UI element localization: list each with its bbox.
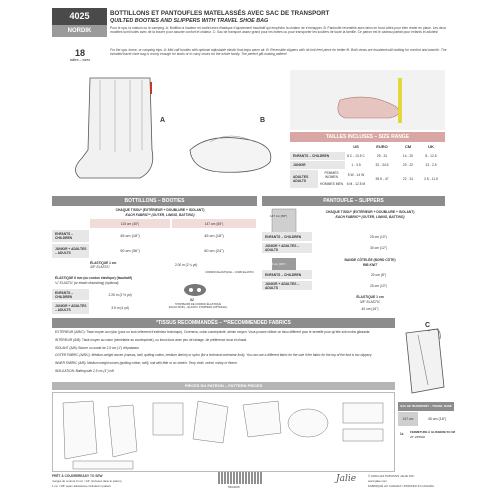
slippers-header: PANTOUFLE – SLIPPERS xyxy=(262,196,445,206)
rib-cell: 25 cm (10") xyxy=(370,283,387,288)
fabric-note: INTÉRIEUR (A/B): Tissé moyen au coton (semblable au courtepointe), ou tricot doux avec peu de lainage, de préférence doux et chaud. xyxy=(55,338,248,342)
stopper-icon xyxy=(180,283,210,297)
printed-in: FABRIQUÉ AU CANADA / PRINTED IN CANADA xyxy=(368,484,435,488)
size-range-header: TAILLES INCLUSES – SIZE RANGE xyxy=(290,132,445,142)
size-cell: 14 - 20 xyxy=(402,154,414,158)
elastic2-row-label: ENFANTS – CHILDREN xyxy=(52,289,89,300)
rib-en: RIB KNIT xyxy=(362,262,378,267)
slip-elastic-en: 3/8" ELASTIC xyxy=(359,299,381,304)
booties-width-1: 115 cm (45") xyxy=(90,219,170,228)
booties-cell: 90 cm (36") xyxy=(120,249,140,253)
size-cell: 13 - 2.5 xyxy=(425,163,437,167)
rib-cell: 20 cm (8") xyxy=(370,272,387,277)
booties-fabric-en: EACH FABRIC** (OUTER, LINING, BATTING) xyxy=(125,212,195,217)
jalie-logo: Jalie xyxy=(336,474,357,484)
view-c-label: C xyxy=(425,322,431,329)
seam-note-fr: marges de couture 6 mm / 1/4" (incluses dans le patron) xyxy=(52,479,122,483)
slippers-fabric-fr: CHAQUE TISSU* (EXTÉRIEUR + DOUBLURE + ISOLANT) xyxy=(325,209,415,214)
size-col-cm: CM xyxy=(404,144,412,149)
ready-en: READY TO SEW xyxy=(78,474,103,478)
slip-elastic-value: 40 cm (16") xyxy=(361,307,379,311)
zipper-en: 20" ZIPPER xyxy=(410,435,425,439)
fabric-note: INSULATION: Batting with 2.5 cm (1") loft xyxy=(55,369,114,373)
fabrics-header: *TISSUS RECOMMANDÉS – **RECOMMENDED FABRICS xyxy=(52,318,395,328)
size-cell: 2.5 - 11.5 xyxy=(424,177,438,181)
size-cell: 20 - 22 xyxy=(402,163,414,167)
slippers-cell: 30 cm (12") xyxy=(370,246,387,250)
size-cell: 1 - 3.5 xyxy=(351,163,361,167)
booties-cell: 45 cm (18") xyxy=(204,234,224,238)
pattern-pieces-icon xyxy=(53,393,396,473)
elastic1-fr: ÉLASTIQUE 1 cm xyxy=(90,261,117,265)
title-fr: BOTTILLONS ET PANTOUFLES MATELASSÉS AVEC SAC DE TRANSPORT xyxy=(110,10,330,17)
size-cell: 32 - 34.5 xyxy=(375,163,389,167)
rib-width: 76 cm (30") xyxy=(270,262,286,266)
size-col-euro: EURO xyxy=(376,144,388,149)
slip-elastic-fr: ÉLASTIQUE 1 cm xyxy=(356,294,384,299)
elastic2-cell: 3.5 m (4 yd) xyxy=(111,306,129,310)
barcode xyxy=(218,472,263,484)
size-cell: 8 - 12.5 xyxy=(425,154,437,158)
booties-fabric-fr: CHAQUE TISSU* (EXTÉRIEUR + DOUBLURE + ISOLANT) xyxy=(115,207,205,212)
pattern-code: 4025 xyxy=(52,8,107,25)
booties-header: BOTTILLONS – BOOTIES xyxy=(52,196,257,206)
stopper-label: STOPPEURS DE CORDON ÉLASTIQUE (FACULTATIF) – ELASTIC STOPPERS (OPTIONAL) xyxy=(168,303,228,309)
booties-cell: 45 cm (18") xyxy=(120,234,140,238)
size-col-uk: UK xyxy=(428,144,434,149)
elastic2-fr: ÉLASTIQUE 6 mm (ou cordon élastique) (facultatif) xyxy=(55,276,133,280)
intro-fr: Pour le spa, la maison ou le camping. A: Bottillon à hauteur mi-mollet avec élastique d'ajustement facultatif qui empêche la chaleur de s'échapper. B: Pantoufle réversible avec talon en bord côtes pour bien rester en place. Les deux modèles sont isolés avec de la bourre pour assurer confort et chaleur. C: Sac de transport assez grand pour les bottes ou pour transporter les souliers de toute la famille. Ce patron est le cadeau parfait pour enfants et adultes! xyxy=(110,26,447,35)
bag-value: 45 cm (18") xyxy=(427,417,447,421)
foot-measure-illustration xyxy=(290,70,445,130)
fabric-note: INNER FABRIC (A/B): Medium weight woven (quilting cotton, twill), knit with little or no stretch. Terry cloth, velvet, minky or fleece. xyxy=(55,361,238,365)
views-illustration xyxy=(60,70,290,190)
fabric-note: EXTÉRIEUR (A/B/C): Tissé moyen au nylon (pour un look vêtement d'extérieur technique), Coreneva, coton courtepointé, denim moyen. Vous pouvez utiliser un tissu différent pour le semelle pour qu'elle soit moins glissante. xyxy=(55,330,371,334)
sizes-label: tailles – sizes xyxy=(69,58,91,62)
size-cell: 5 W - 14 W xyxy=(347,172,365,177)
size-cell: 22 - 31 xyxy=(402,177,414,181)
view-b-label: B xyxy=(260,117,266,124)
rib-fr: BANDE CÔTELÉE (BORD CÔTE) xyxy=(344,257,396,262)
pattern-header xyxy=(52,8,107,38)
pieces-header: PIÈCES DU PATRON – PATTERN PIECES xyxy=(52,382,395,390)
intro-en: For the spa, home, or camping trips. A: Mid-calf booties with optional adjustable elastic that traps warm air. B: Reversible slippers with rib knit heel piece for better fit. Both views are insulated with batting for comfort and warmth. The included travel shoe bag is roomy enough for boots or to carry shoes for the whole family. The perfect gift-making pattern! xyxy=(110,48,447,57)
elastic1-value: 2.00 m (2 ¼ yd) xyxy=(175,263,198,267)
size-row-label: ADULTES ADULTS xyxy=(290,170,318,188)
size-cell: 35.5 - 47 xyxy=(375,177,389,181)
rib-row-label: ENFANTS – CHILDREN xyxy=(262,270,312,279)
pattern-brand: NORDIK xyxy=(52,25,107,37)
elastic2-cell: 2.25 m (2 ½ yd) xyxy=(108,292,132,297)
size-cell: 8 C - 13.5 C xyxy=(347,154,365,158)
elastic1-en: 3/8" ELASTIC xyxy=(90,265,110,269)
bag-width: 147 cm xyxy=(398,412,418,426)
website: www.jalie.com xyxy=(368,479,388,483)
booties-width-2: 147 cm (58") xyxy=(172,219,256,228)
slipper-illustration xyxy=(190,136,271,172)
slippers-width: 147 cm (58") xyxy=(270,214,288,218)
zipper-fr: FERMETURE À GLISSIÈRE 50 CM xyxy=(410,430,455,434)
bag-header: SAC DE TRANSPORT – TRAVEL SHOE BAG xyxy=(398,402,454,411)
pattern-pieces-area xyxy=(52,392,395,472)
booties-cell: 60 cm (24") xyxy=(204,249,224,253)
sizes-count: 18 xyxy=(74,48,85,58)
travel-bag-illustration xyxy=(398,325,453,400)
slippers-row-label: ENFANTS – CHILDREN xyxy=(262,232,312,241)
size-col-us: US xyxy=(353,144,359,149)
cord-elastic-label: CORDON ÉLASTIQUE – CORD ELASTIC xyxy=(205,271,254,274)
size-cell: 25 - 31 xyxy=(376,154,388,158)
size-row-label: JUNIOR xyxy=(290,161,345,169)
elastic2-en: ¼" ELASTIC (or elastic drawstring) (optional) xyxy=(55,281,119,285)
copyright: © 2020 LES PATRONS JALIE INC. xyxy=(368,474,415,478)
zipper-qty: 1x xyxy=(400,432,404,436)
size-sub-label: FEMMES WOMEN xyxy=(324,170,339,179)
booties-row-label: JUNIOR + ADULTES – ADULTS xyxy=(52,244,89,258)
stopper-qty: X2 xyxy=(190,298,194,302)
ready-fr: PRÊT À COUDRE xyxy=(52,474,79,478)
view-a-label: A xyxy=(160,117,166,124)
bootie-illustration xyxy=(75,78,152,178)
slippers-row-label: JUNIOR + ADULTES – ADULTS xyxy=(262,243,312,253)
fabric-note: ISOLANT (A/B): Bourre ou ouate de 2.5 cm (1") d'épaisseur xyxy=(55,346,140,350)
size-cell: 6 M - 12.5 M xyxy=(346,181,366,186)
fabric-note: OUTER FABRIC (A/B/C): Medium-weight woven (canvas, twill, quilting cotton, medium denim) or nylon (for a technical outerwear look). You can use a different fabric for the sole if the fabric for the top of the foot is too slippery. xyxy=(55,353,372,357)
foot-icon xyxy=(290,70,445,130)
booties-row-label: ENFANTS – CHILDREN xyxy=(52,230,89,242)
rib-row-label: JUNIOR + ADULTES – ADULTS xyxy=(262,281,312,290)
barcode-number: 5504025 xyxy=(228,485,240,489)
size-sub-label: HOMMES MEN xyxy=(319,181,344,186)
size-row-label: ENFANTS – CHILDREN xyxy=(290,152,345,160)
elastic2-row-label: JUNIOR + ADULTES – ADULTS xyxy=(52,302,89,314)
title-en: QUILTED BOOTIES AND SLIPPERS WITH TRAVEL SHOE BAG xyxy=(110,18,269,24)
slippers-cell: 25 cm (10") xyxy=(370,234,387,239)
seam-note-en: 1 cm / 3/8" seam allowances included in pattern xyxy=(52,484,112,488)
slippers-fabric-en: EACH FABRIC** (OUTER, LINING, BATTING) xyxy=(335,214,405,219)
